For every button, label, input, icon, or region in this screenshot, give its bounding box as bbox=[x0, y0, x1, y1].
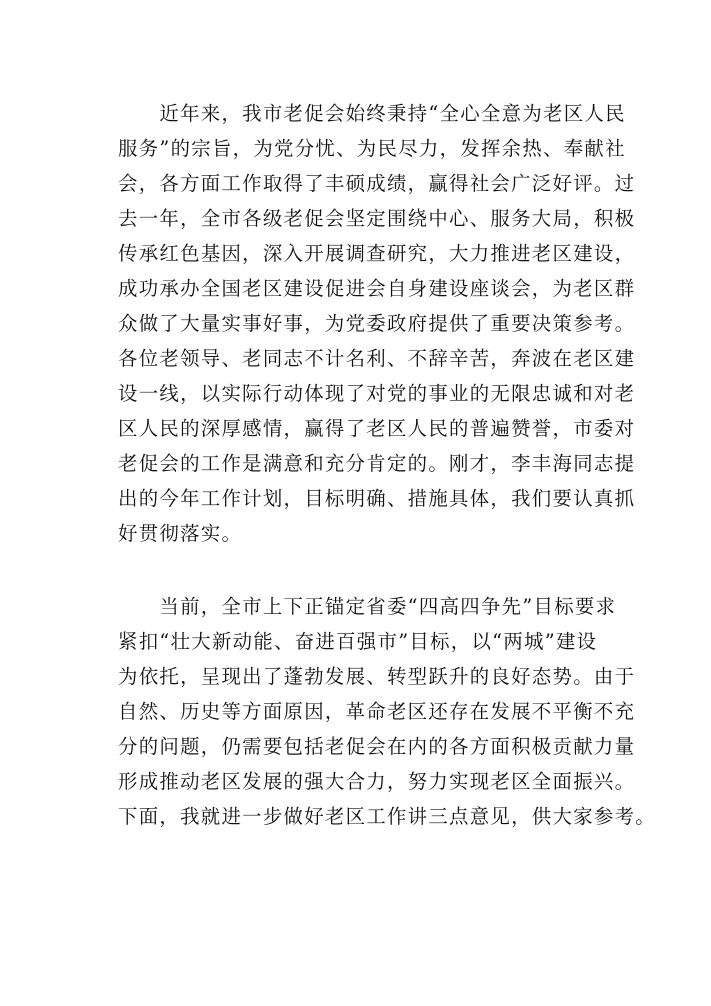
text-line: 众做了大量实事好事，为党委政府提供了重要决策参考。 bbox=[118, 312, 636, 335]
text-line: 服务”的宗旨，为党分忧、为民尽力，发挥余热、奉献社 bbox=[118, 137, 626, 160]
text-line: 老促会的工作是满意和充分肯定的。刚才，李丰海同志提 bbox=[118, 452, 636, 475]
text-line: 为依托，呈现出了蓬勃发展、转型跃升的良好态势。由于 bbox=[118, 665, 636, 688]
paragraph-1 bbox=[118, 96, 636, 551]
text-line: 自然、历史等方面原因，革命老区还存在发展不平衡不充 bbox=[118, 700, 636, 723]
text-line: 会，各方面工作取得了丰硕成绩，赢得社会广泛好评。过 bbox=[118, 172, 636, 195]
text-line: 设一线，以实际行动体现了对党的事业的无限忠诚和对老 bbox=[118, 382, 636, 405]
text-line: 下面，我就进一步做好老区工作讲三点意见，供大家参考。 bbox=[118, 805, 656, 828]
text-line: 好贯彻落实。 bbox=[118, 522, 243, 545]
text-line: 分的问题，仍需要包括老促会在内的各方面积极贡献力量 bbox=[118, 735, 636, 758]
text-line: 紧扣“壮大新动能、奋进百强市”目标，以“两城”建设 bbox=[118, 630, 598, 653]
text-line: 成功承办全国老区建设促进会自身建设座谈会，为老区群 bbox=[118, 277, 636, 300]
text-line: 传承红色基因，深入开展调查研究，大力推进老区建设， bbox=[118, 242, 636, 265]
text-line: 近年来，我市老促会始终秉持“全心全意为老区人民 bbox=[118, 102, 626, 125]
text-line: 出的今年工作计划，目标明确、措施具体，我们要认真抓 bbox=[118, 487, 636, 510]
paragraph-2 bbox=[118, 589, 656, 834]
text-line: 形成推动老区发展的强大合力，努力实现老区全面振兴。 bbox=[118, 770, 636, 793]
text-line: 各位老领导、老同志不计名利、不辞辛苦，奔波在老区建 bbox=[118, 347, 636, 370]
text-line: 当前，全市上下正锚定省委“四高四争先”目标要求 bbox=[118, 595, 617, 618]
text-line: 去一年，全市各级老促会坚定围绕中心、服务大局，积极 bbox=[118, 207, 636, 230]
text-line: 区人民的深厚感情，赢得了老区人民的普遍赞誉，市委对 bbox=[118, 417, 636, 440]
